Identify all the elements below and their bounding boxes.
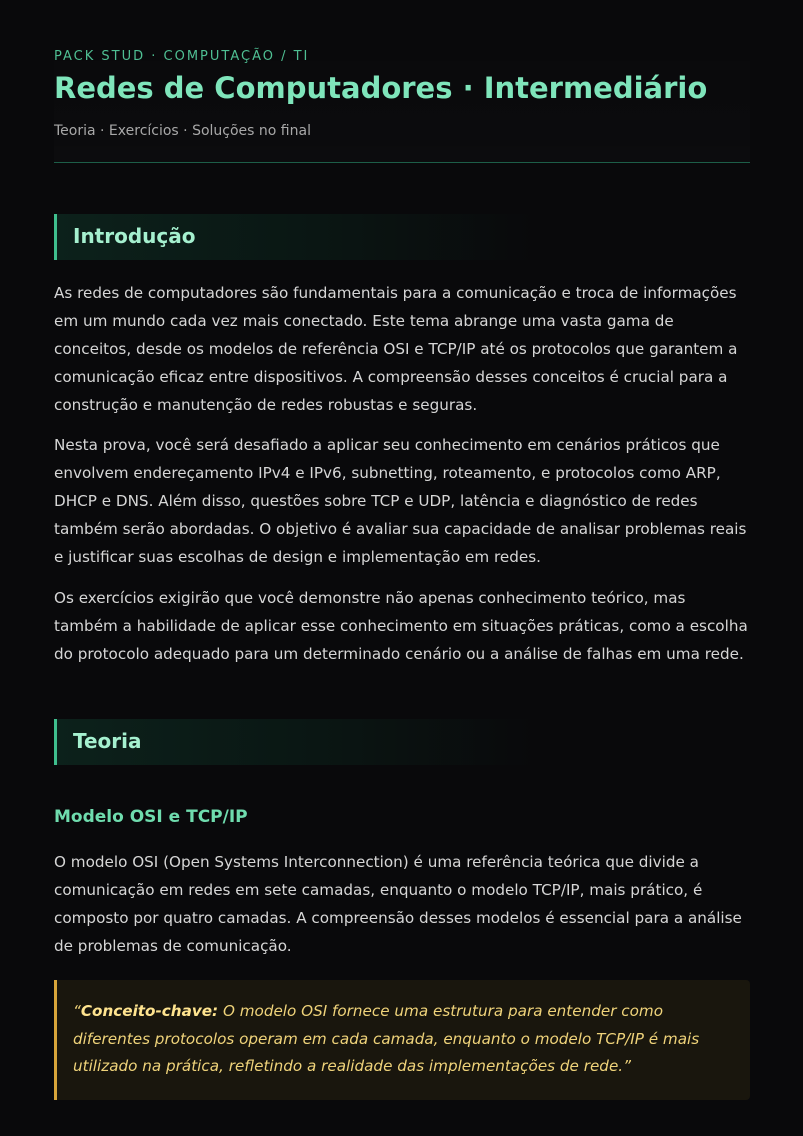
callout-label: Conceito-chave: — [80, 1002, 219, 1020]
intro-paragraph-3: Os exercícios exigirão que você demonstre não apenas conhecimento teórico, mas também a habilidade de aplicar esse conhecimento em situações práticas, como a escolha do protocolo adequado para um determinado cenário ou a análise de falhas em uma rede. — [54, 589, 748, 663]
section-title: Introdução — [73, 224, 196, 248]
callout-text: O modelo OSI fornece uma estrutura para entender como diferentes protocolos operam em cada camada, enquanto o modelo TCP/IP é mais utilizado na prática, refletindo a realidade das implementações de rede. — [73, 1002, 700, 1075]
callout-close-quote: ” — [623, 1057, 631, 1075]
section-heading-teoria — [54, 719, 534, 765]
document-header — [54, 40, 750, 163]
section-heading-introducao — [54, 214, 534, 260]
pack-eyebrow: PACK STUD · COMPUTAÇÃO / TI — [54, 49, 310, 64]
theory-paragraph-1: O modelo OSI (Open Systems Interconnection) é uma referência teórica que divide a comunicação em redes em sete camadas, enquanto o modelo TCP/IP, mais prático, é composto por quatro camadas. A compreensão desses modelos é essencial para a análise de problemas de comunicação. — [54, 853, 742, 955]
page-title: Redes de Computadores · Intermediário — [54, 71, 708, 105]
intro-paragraph-2: Nesta prova, você será desafiado a aplicar seu conhecimento em cenários práticos que envolvem endereçamento IPv4 e IPv6, subnetting, roteamento, e protocolos como ARP, DHCP e DNS. Além disso, questões sobre TCP e UDP, latência e diagnóstico de redes também serão abordadas. O objetivo é avaliar sua capacidade de analisar problemas reais e justificar suas escolhas de design e implementação em redes. — [54, 436, 747, 566]
section-title: Teoria — [73, 729, 142, 753]
page-subtitle: Teoria · Exercícios · Soluções no final — [54, 123, 311, 139]
intro-paragraph-1: As redes de computadores são fundamentais para a comunicação e troca de informações em um mundo cada vez mais conectado. Este tema abrange uma vasta gama de conceitos, desde os modelos de referência OSI e TCP/IP até os protocolos que garantem a comunicação eficaz entre dispositivos. A compreensão desses conceitos é crucial para a construção e manutenção de redes robustas e seguras. — [54, 284, 738, 414]
key-concept-callout — [54, 980, 750, 1100]
callout-open-quote: “ — [73, 1002, 81, 1020]
subsection-title: Modelo OSI e TCP/IP — [54, 807, 248, 827]
